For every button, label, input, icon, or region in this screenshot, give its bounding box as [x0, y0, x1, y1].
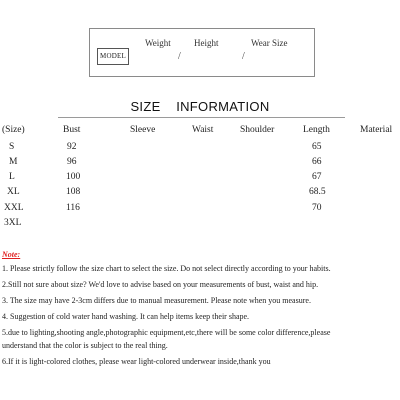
row-s-size: S — [9, 142, 15, 152]
row-xxl-length: 70 — [312, 203, 322, 213]
note-5-continued: understand that the color is subject to the real thing. — [2, 341, 168, 350]
model-info-box — [89, 28, 315, 77]
row-m-length: 66 — [312, 157, 322, 167]
row-l-bust: 100 — [66, 172, 81, 182]
size-information-title: SIZE INFORMATION — [130, 99, 270, 114]
row-xxl-bust: 116 — [66, 203, 80, 213]
model-weight-header: Weight — [145, 38, 171, 48]
header-material: Material — [360, 125, 393, 135]
row-l-length: 67 — [312, 172, 322, 182]
row-xl-bust: 108 — [66, 187, 81, 197]
note-6: 6.If it is light-colored clothes, please wear light-colored underwear inside,thank you — [2, 357, 271, 366]
row-m-size: M — [9, 157, 18, 167]
note-5: 5.due to lighting,shooting angle,photographic equipment,etc,there will be some color difference,please — [2, 328, 331, 337]
row-xl-length: 68.5 — [309, 187, 326, 197]
header-sleeve: Sleeve — [130, 125, 156, 135]
row-xxl-size: XXL — [4, 203, 24, 213]
row-3xl-size: 3XL — [4, 218, 22, 228]
model-tag: MODEL — [97, 48, 129, 65]
note-4: 4. Suggestion of cold water hand washing. It can help items keep their shape. — [2, 312, 250, 321]
row-m-bust: 96 — [67, 157, 77, 167]
model-wear-size-header: Wear Size — [251, 38, 288, 48]
header-shoulder: Shoulder — [240, 125, 275, 135]
notes-label: Note: — [2, 250, 21, 259]
model-weight-value: / — [178, 51, 181, 62]
model-height-value: / — [242, 51, 245, 62]
header-bust: Bust — [63, 125, 81, 135]
header-size: (Size) — [2, 125, 25, 135]
title-divider — [58, 117, 345, 118]
row-xl-size: XL — [7, 187, 20, 197]
note-3: 3. The size may have 2-3cm differs due to manual measurement. Please note when you measure. — [2, 296, 311, 305]
model-height-header: Height — [194, 38, 219, 48]
row-l-size: L — [9, 172, 15, 182]
header-waist: Waist — [192, 125, 214, 135]
note-2: 2.Still not sure about size? We'd love to advise based on your measurements of bust, waist and hip. — [2, 280, 319, 289]
header-length: Length — [303, 125, 330, 135]
row-s-bust: 92 — [67, 142, 77, 152]
note-1: 1. Please strictly follow the size chart to select the size. Do not select directly according to your habits. — [2, 264, 331, 273]
row-s-length: 65 — [312, 142, 322, 152]
